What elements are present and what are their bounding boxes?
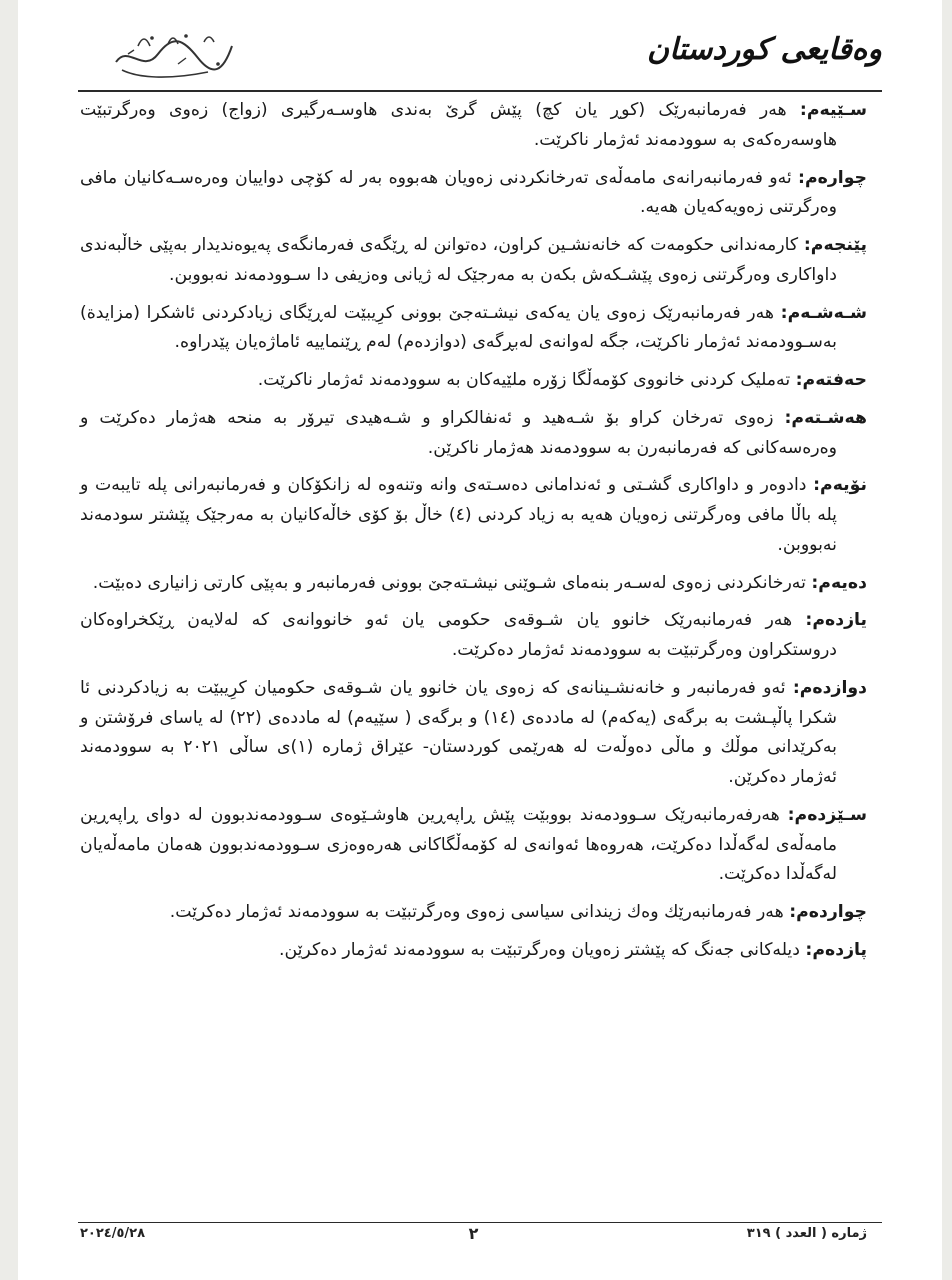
paragraph-14 [80,898,867,928]
paragraph-label: چواردەم: [789,902,867,922]
paragraph-label: دوازدەم: [792,677,867,698]
paragraph-label: سـێزدەم: [787,804,867,825]
paragraph-label: نۆیەم: [813,475,867,496]
footer-divider [78,1222,882,1223]
paragraph-text: دادوەر و داواکاری گشـتی و ئەندامانی دەسـتەی وانە وتنەوە لە زانکۆکان و فەرمانبەرانی پلە تایبەت و پلە باڵا مافی وەرگرتنی زەویان هەیە بە زیاد کردنی (٤) خاڵ بۆ کۆی خاڵەکانیان بە مەرجێک پێشتر سودمەند نەبووبن. [80,475,837,555]
paragraph-6 [80,299,867,359]
masthead-title: وەقایعی کوردستان [647,32,882,67]
paragraph-text: ئەو فەرمانبەر و خانەنشـینانەی کە زەوی یان خانوو یان شـوقەی حکومیان کرِیبێت بە زیادکردنی ئا شکرا پاڵپـشت بە برگەی (یەکەم) لە ماددەی (١٤) و برگەی ( سێیەم) لە ماددەی (٢٢) لە یاسای فرۆشتن و بەکرێدانی موڵك و ماڵی دەوڵەت لە هەرێمی کوردستان- عێراق ژمارە (١)ی ساڵی ٢٠٢١ بە سوودمەند ئەژمار دەکرێن. [80,677,837,787]
paragraph-text: تەملیک کردنی خانووی کۆمەڵگا زۆرە ملێیەکان بە سوودمەند ئەژمار ناکرێت. [257,370,796,390]
paragraph-3 [80,96,867,156]
paragraph-text: دیلەکانی جەنگ کە پێشتر زەویان وەرگرتبێت بە سوودمەند ئەژمار دەکرێن. [278,939,806,960]
paragraph-text: تەرخانکردنی زەوی لەسـەر بنەمای شـوێنی نیشـتەجێ بوونی فەرمانبەر و بەپێی کارتی زانیاری دەبێت. [92,572,812,593]
paragraph-label: پازدەم: [805,939,867,960]
issue-date: ٢٠٢٤/٥/٢٨ [80,1226,146,1241]
paragraph-text: زەوی تەرخان کراو بۆ شـەهید و ئەنفالکراو و شـەهیدی تیرۆر بە منحە هەژمار دەکرێت و وەرەسەکانی کە فەرمانبەرن بە سوودمەند هەژمار ناکرێن. [80,407,837,458]
document-body [80,96,867,974]
header-divider [78,90,882,92]
paragraph-text: ئەو فەرمانبەرانەی مامەڵەی تەرخانکردنی زەویان هەبووە بەر لە کۆچی دواییان وەرەسـەکانیان مافی وەرگرتنی زەویەکەیان هەیە. [80,167,837,218]
page-footer [80,1226,867,1250]
paragraph-label: حەفتەم: [795,370,867,390]
calligraphy-logo [108,24,238,84]
paragraph-label: شـەشـەم: [780,302,867,323]
paragraph-10 [80,569,867,599]
paragraph-label: هەشـتەم: [784,407,867,428]
paragraph-text: هەر فەرمانبەرێك وەك زیندانی سیاسی زەوی وەرگرتبێت بە سوودمەند ئەژمار دەکرێت. [169,902,790,922]
paragraph-text: هەرفەرمانبەرێک سـوودمەند بووبێت پێش ڕاپەڕین هاوشـێوەی سـوودمەندبوون لە دوای ڕاپەڕین مامەڵەی لەگەڵدا دەکرێت، هەروەها ئەوانەی لە کۆمەڵگاکانی هەرەوەزی سـوودمەندبوون هەمان مامەڵەیان لەگەڵدا دەکرێت. [80,804,837,885]
paragraph-5 [80,231,867,291]
paragraph-text: هەر فەرمانبەرێک (کوڕ یان کچ) پێش گرێ بەندی هاوسـەرگیری (زواج) زەوی وەرگرتبێت هاوسەرەکەی بە سوودمەند ئەژمار ناکرێت. [80,100,837,150]
paragraph-12 [80,674,867,793]
paragraph-4 [80,164,867,224]
paragraph-text: کارمەندانی حکومەت کە خانەنشـین کراون، دەتوانن لە ڕێگەی فەرمانگەی پەیوەندیدار بەپێی خاڵبەندی داواکاری وەرگرتنی زەوی پێشـکەش بکەن بە مەرجێک لە ژیانی وەزیفی دا سـوودمەند نەبووبن. [80,235,837,285]
paragraph-label: سـێیەم: [799,100,867,120]
masthead [78,14,882,84]
paragraph-label: چوارەم: [798,167,867,188]
paragraph-9 [80,471,867,560]
paragraph-label: پێنجەم: [803,235,867,255]
paragraph-text: هەر فەرمانبەرێک خانوو یان شـوقەی حکومی یان ئەو خانووانەی کە لەلایەن ڕێکخراوەکان دروستکراون وەرگرتبێت بە سوودمەند ئەژمار دەکرێت. [80,610,837,660]
paragraph-15 [80,936,867,966]
page-number: ٢ [468,1224,479,1243]
paragraph-label: دەیەم: [811,572,867,593]
paragraph-8 [80,404,867,464]
issue-number: ژمارە ( العدد ) ٣١٩ [746,1226,867,1241]
paragraph-11 [80,606,867,666]
paragraph-label: یازدەم: [805,610,867,631]
paragraph-13 [80,801,867,890]
paragraph-text: هەر فەرمانبەرێک زەوی یان یەکەی نیشـتەجێ بوونی کرِیبێت لەڕێگای زیادکردنی ئاشکرا (مزایدة) بەسـوودمەند ئەژمار ناکرێت، جگە لەوانەی لەبڕگەی (دوازدەم) لەم ڕێنماییە ئاماژەیان پێدراوە. [80,302,837,353]
paragraph-7 [80,366,867,396]
